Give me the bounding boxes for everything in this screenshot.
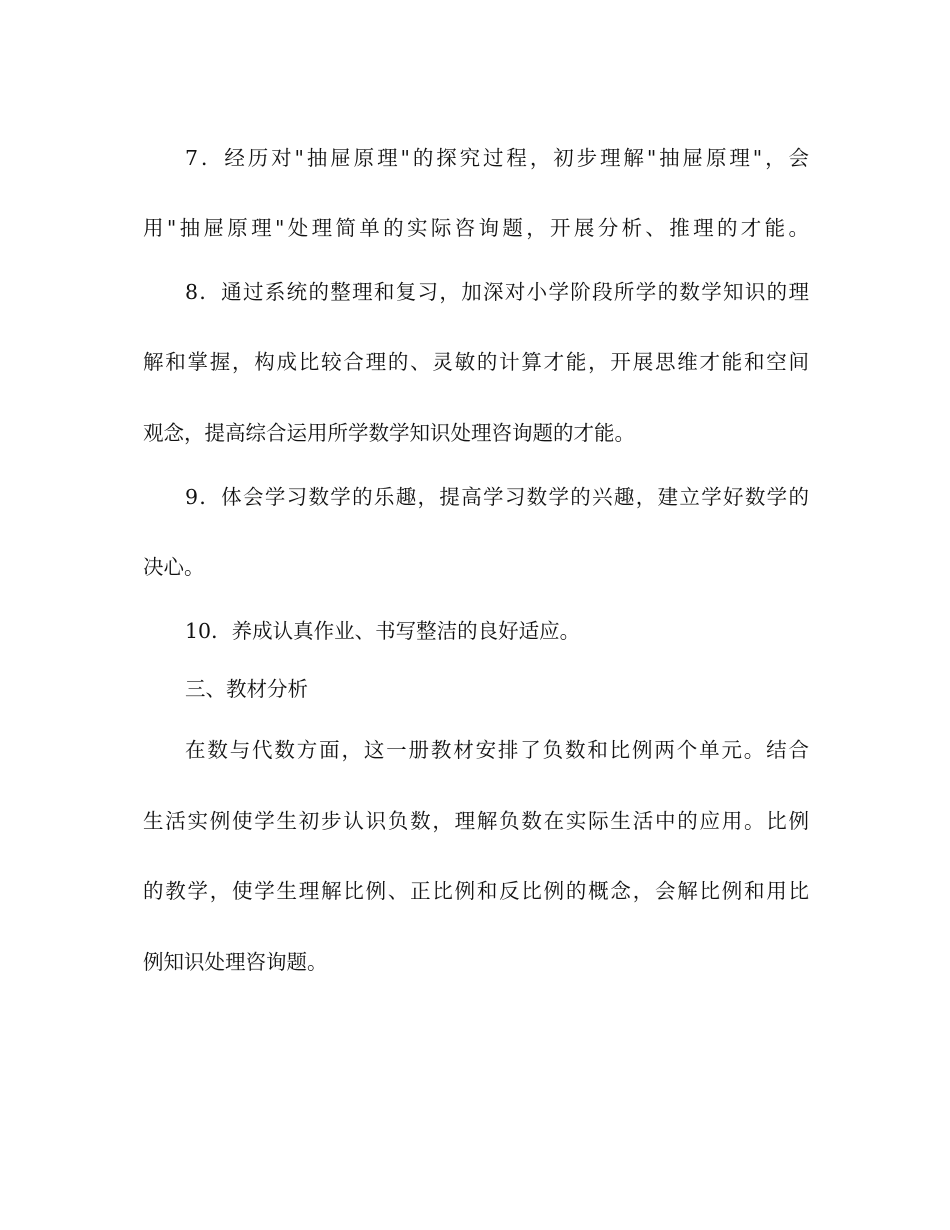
paragraph-9-line-2: 决心。	[143, 555, 205, 579]
paragraph-7-line-2: 用"抽屉原理"处理简单的实际咨询题，开展分析、推理的才能。	[143, 216, 809, 240]
paragraph-8-line-3: 观念，提高综合运用所学数学知识处理咨询题的才能。	[143, 421, 635, 445]
paragraph-analysis-line-2: 生活实例使学生初步认识负数，理解负数在实际生活中的应用。比例	[143, 809, 809, 833]
paragraph-8-line-2: 解和掌握，构成比较合理的、灵敏的计算才能，开展思维才能和空间	[143, 350, 809, 374]
paragraph-analysis-line-3: 的教学，使学生理解比例、正比例和反比例的概念，会解比例和用比	[143, 879, 809, 903]
paragraph-analysis-line-1: 在数与代数方面，这一册教材安排了负数和比例两个单元。结合	[185, 738, 809, 762]
paragraph-9-line-1: 9．体会学习数学的乐趣，提高学习数学的兴趣，建立学好数学的	[185, 485, 809, 509]
paragraph-8-line-1: 8．通过系统的整理和复习，加深对小学阶段所学的数学知识的理	[185, 280, 809, 304]
paragraph-analysis-line-4: 例知识处理咨询题。	[143, 950, 328, 974]
paragraph-7-line-1: 7．经历对"抽屉原理"的探究过程，初步理解"抽屉原理"，会	[185, 146, 809, 170]
section-heading: 三、教材分析	[185, 677, 308, 701]
paragraph-10: 10．养成认真作业、书写整洁的良好适应。	[185, 619, 581, 643]
